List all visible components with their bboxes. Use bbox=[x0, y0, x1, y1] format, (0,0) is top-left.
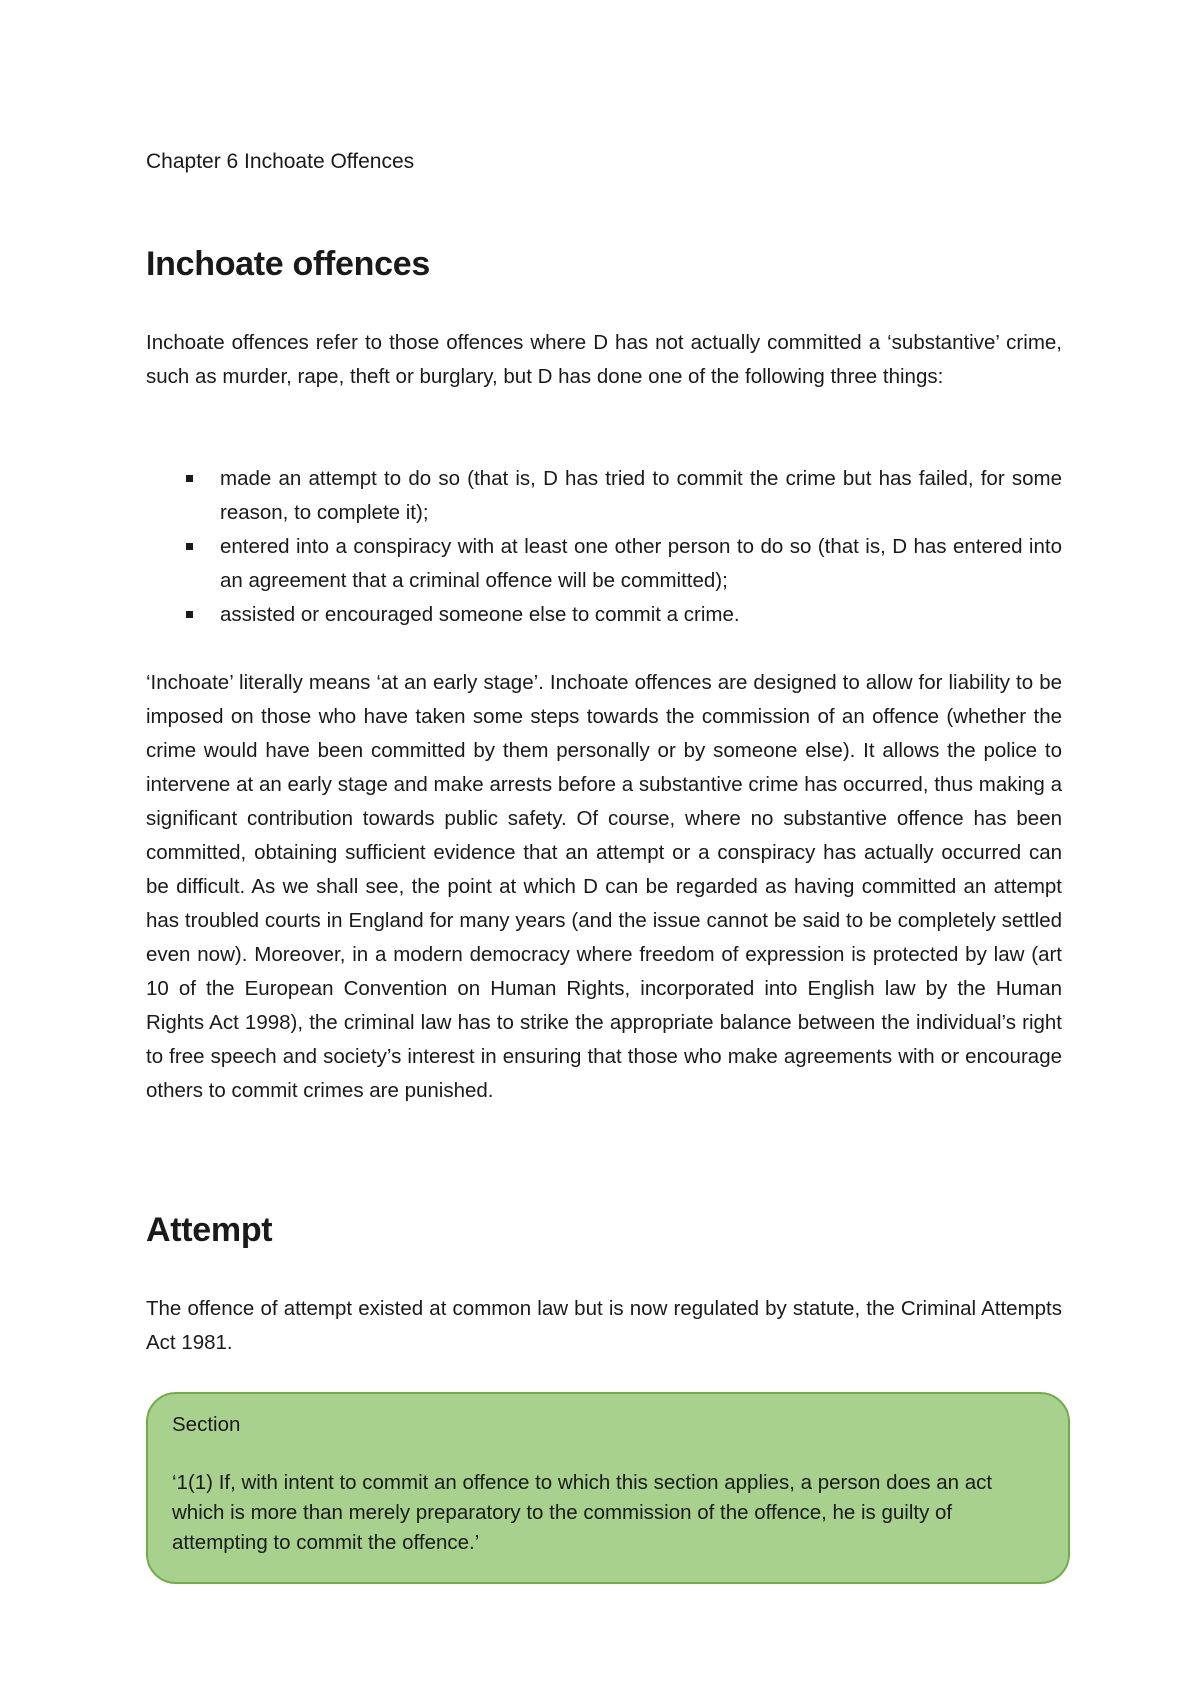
section-label: Section bbox=[172, 1413, 241, 1436]
square-bullet-icon bbox=[186, 543, 193, 550]
list-item-text: assisted or encouraged someone else to commit a crime. bbox=[220, 603, 740, 626]
list-item-text: made an attempt to do so (that is, D has tried to commit the crime but has failed, for some reason, to complete it); bbox=[220, 467, 1062, 524]
square-bullet-icon bbox=[186, 611, 193, 618]
attempt-paragraph: The offence of attempt existed at common law but is now regulated by statute, the Criminal Attempts Act 1981. bbox=[146, 1297, 1062, 1354]
list-item bbox=[146, 598, 1062, 632]
section-callout-box bbox=[146, 1392, 1070, 1584]
heading-inchoate-offences: Inchoate offences bbox=[146, 245, 430, 283]
list-item bbox=[146, 530, 1062, 598]
chapter-line: Chapter 6 Inchoate Offences bbox=[146, 150, 415, 173]
body-paragraph: ‘Inchoate’ literally means ‘at an early stage’. Inchoate offences are designed to allow for liability to be imposed on those who have taken some steps towards the commission of an offence (whether the crime would have been committed by them personally or by someone else). It allows the police to intervene at an early stage and make arrests before a substantive crime has occurred, thus making a significant contribution towards public safety. Of course, where no substantive offence has been committed, obtaining sufficient evidence that an attempt or a conspiracy has actually occurred can be difficult. As we shall see, the point at which D can be regarded as having committed an attempt has troubled courts in England for many years (and the issue cannot be said to be completely settled even now). Moreover, in a modern democracy where freedom of expression is protected by law (art 10 of the European Convention on Human Rights, incorporated into English law by the Human Rights Act 1998), the criminal law has to strike the appropriate balance between the individual’s right to free speech and society’s interest in ensuring that those who make agreements with or encourage others to commit crimes are punished. bbox=[146, 671, 1062, 1102]
square-bullet-icon bbox=[186, 475, 193, 482]
intro-paragraph: Inchoate offences refer to those offences where D has not actually committed a ‘substantive’ crime, such as murder, rape, theft or burglary, but D has done one of the following three things: bbox=[146, 331, 1062, 388]
offence-bullet-list bbox=[146, 462, 1062, 632]
heading-attempt: Attempt bbox=[146, 1211, 273, 1249]
list-item bbox=[146, 462, 1062, 530]
section-quote: ‘1(1) If, with intent to commit an offence to which this section applies, a person does an act which is more than merely preparatory to the commission of the offence, he is guilty of attempting to commit the offence.’ bbox=[172, 1471, 993, 1554]
list-item-text: entered into a conspiracy with at least one other person to do so (that is, D has entered into an agreement that a criminal offence will be committed); bbox=[220, 535, 1062, 592]
